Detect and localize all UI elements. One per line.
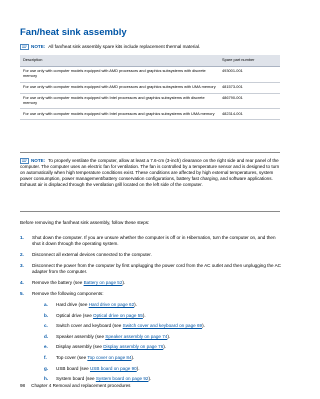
display-assembly-link[interactable]: Display assembly on page 76	[103, 344, 164, 350]
step-item	[20, 263, 282, 275]
substep-item	[20, 376, 282, 382]
substep-text-post: ).	[134, 302, 137, 307]
substep-letter: b.	[44, 312, 49, 318]
substep-text-pre: Display assembly (see	[56, 344, 104, 350]
usb-board-link[interactable]: USB board on page 90	[89, 365, 137, 371]
table-row	[20, 82, 280, 93]
step-number: 5.	[20, 291, 24, 296]
substep-letter: g.	[44, 365, 49, 371]
substep-text-post: ).	[163, 344, 167, 350]
substep-item	[20, 366, 282, 372]
section-title: Fan/heat sink assembly	[20, 27, 127, 38]
note-ventilation	[20, 158, 282, 188]
note-parts-kit	[20, 44, 280, 50]
substep-letter: f.	[44, 354, 47, 360]
substep-letter: h.	[44, 376, 49, 382]
top-cover-link[interactable]: Top cover on page 84	[87, 354, 132, 360]
substep-text-pre: Optical drive (see	[56, 312, 94, 318]
substep-letter: a.	[44, 302, 48, 307]
substep-letter: c.	[44, 323, 48, 329]
table-row	[20, 109, 280, 120]
page-footer	[20, 383, 130, 388]
hard-drive-link[interactable]: Hard drive on page 62	[88, 302, 135, 307]
step-item	[20, 252, 282, 258]
divider-bottom	[20, 211, 280, 212]
row-part-number: 481573-001	[219, 82, 280, 93]
column-header-description: Description	[20, 55, 219, 66]
step-number: 3.	[20, 263, 24, 268]
substep-text-pre: Speaker assembly (see	[56, 333, 106, 339]
substep-item	[20, 355, 282, 361]
row-part-number: 482314-001	[219, 109, 280, 120]
step-text: Remove the following components:	[32, 291, 104, 296]
note-label: NOTE:	[31, 158, 46, 164]
step-text: Shut down the computer. If you are unsure whether the computer is off or in Hibernation, turn the computer on, and then shut it down through the operating system.	[32, 235, 276, 246]
note-text: To properly ventilate the computer, allow at least a 7.6-cm (3-inch) clearance on the right side and rear panel of the computer. The computer uses an electric fan for ventilation. The fan is controlled by a temperature sensor and is designed to turn on automatically when high temperature conditions exist. These conditions are affected by high external temperatures, system power consumption, power management/battery conservation configurations, battery fast charging, and software applications. Exhaust air is displaced through the ventilation grill located on the left side of the computer.	[20, 158, 280, 187]
row-description: For use only with computer models equipped with AMD processors and graphics subsystems with UMA memory	[20, 82, 219, 93]
table-header-row	[20, 55, 280, 66]
step-number: 1.	[20, 235, 24, 240]
substep-item	[20, 344, 282, 350]
substep-letter: d.	[44, 333, 49, 339]
substep-text-post: ).	[202, 323, 205, 329]
row-description: For use only with computer models equipped with Intel processors and graphics subsystems with UMA memory	[20, 109, 219, 120]
substep-text-pre: Top cover (see	[56, 354, 88, 360]
substep-text-post: ).	[131, 354, 135, 360]
row-part-number: 493001-001	[219, 66, 280, 82]
step-text-post: ).	[122, 280, 126, 285]
substep-text-pre: USB board (see	[56, 365, 90, 371]
table-row	[20, 66, 280, 82]
substep-text-pre: Hard drive (see	[56, 302, 89, 307]
substep-text-post: ).	[136, 365, 140, 371]
step-text-pre: Remove the battery (see	[32, 280, 84, 285]
row-description: For use only with computer models equipped with Intel processors and graphics subsystems with discrete memory	[20, 93, 219, 109]
substep-item	[20, 313, 282, 319]
column-header-part-number: Spare part number	[219, 55, 280, 66]
speaker-assembly-link[interactable]: Speaker assembly on page 74	[105, 333, 168, 339]
note-label: NOTE:	[31, 44, 46, 50]
step-item	[20, 291, 282, 297]
chapter-title: Chapter 4 Removal and replacement procedures	[31, 383, 131, 388]
page-number: 98	[20, 383, 26, 388]
substep-text-post: ).	[142, 312, 146, 318]
substep-item	[20, 334, 282, 340]
note-icon	[20, 158, 29, 164]
step-item	[20, 280, 282, 286]
substep-text-pre: System board (see	[56, 376, 96, 382]
row-description: For use only with computer models equipped with AMD processors and graphics subsystems with discrete memory	[20, 66, 219, 82]
step-item	[20, 235, 282, 247]
battery-link[interactable]: Battery on page 52	[83, 280, 123, 285]
procedure-steps	[20, 235, 282, 387]
step-number: 4.	[20, 280, 24, 285]
substep-text-post: ).	[148, 376, 152, 382]
switch-cover-keyboard-link[interactable]: Switch cover and keyboard on page 69	[122, 323, 203, 329]
divider-top	[20, 152, 280, 153]
optical-drive-link[interactable]: Optical drive on page 55	[93, 312, 143, 318]
substep-text-pre: Switch cover and keyboard (see	[56, 323, 123, 329]
note-icon	[20, 44, 29, 50]
table-row	[20, 93, 280, 109]
intro-paragraph: Before removing the fan/heat sink assembly, follow these steps:	[20, 220, 150, 225]
substep-letter: e.	[44, 344, 48, 350]
substep-item	[20, 323, 282, 329]
step-number: 2.	[20, 252, 24, 257]
substep-item	[20, 302, 282, 308]
system-board-link[interactable]: System board on page 92	[95, 376, 149, 382]
substep-text-post: ).	[167, 333, 171, 339]
step-text: Disconnect the power from the computer by first unplugging the power cord from the AC outlet and then unplugging the AC adapter from the computer.	[32, 263, 281, 274]
note-text: All fan/heat sink assembly spare kits include replacement thermal material.	[48, 44, 201, 50]
row-part-number: 486790-001	[219, 93, 280, 109]
spare-parts-table	[20, 55, 280, 120]
step-text: Disconnect all external devices connected to the computer.	[32, 252, 152, 257]
